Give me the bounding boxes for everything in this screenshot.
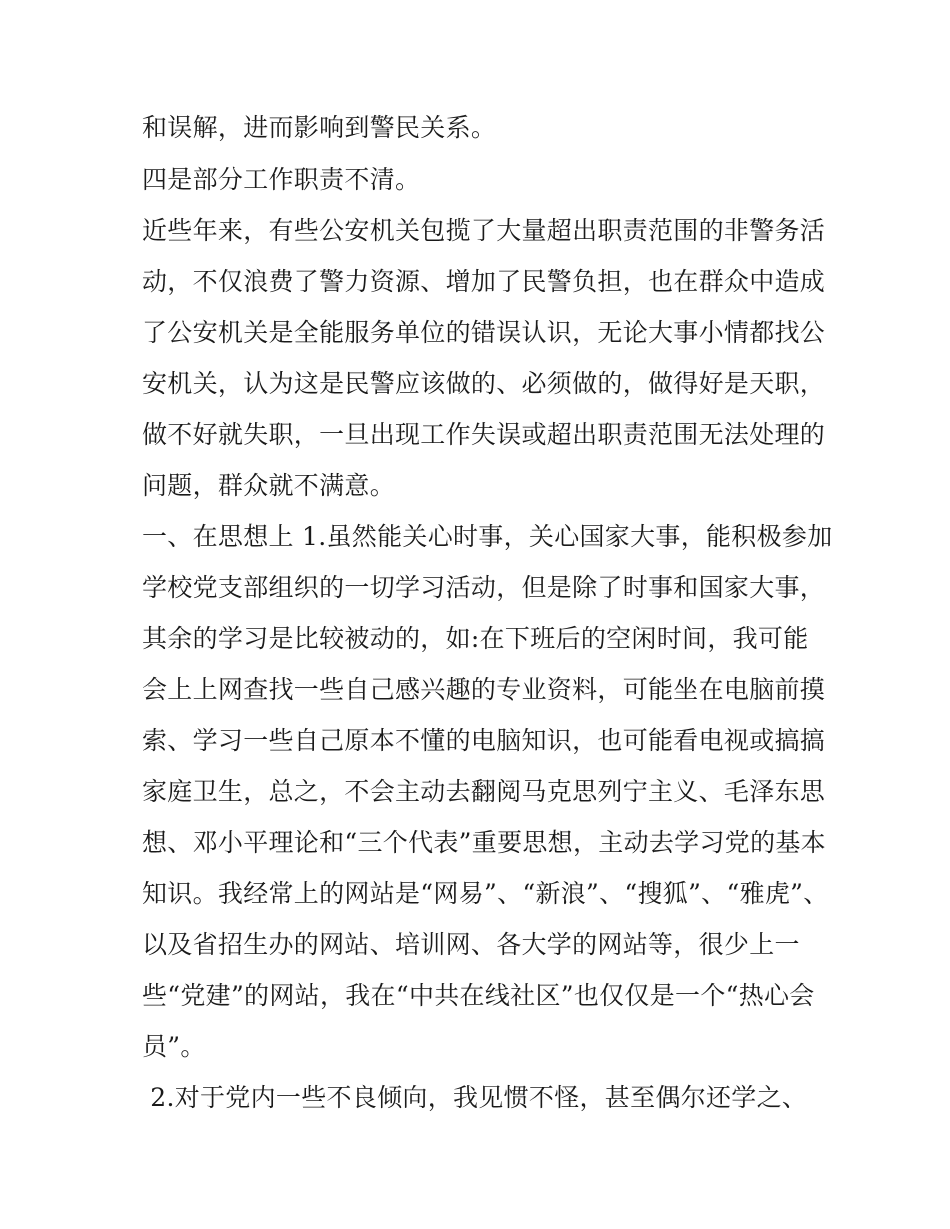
text-line: 了公安机关是全能服务单位的错误认识，无论大事小情都找公 [142, 318, 826, 347]
text-line: 近些年来，有些公安机关包揽了大量超出职责范围的非警务活 [142, 216, 826, 245]
text-line: 问题，群众就不满意。 [142, 471, 396, 500]
text-line: 做不好就失职，一旦出现工作失误或超出职责范围无法处理的 [142, 420, 826, 449]
text-line: 会上上网查找一些自己感兴趣的专业资料，可能坐在电脑前摸 [142, 675, 826, 704]
text-line: 员”。 [142, 1032, 206, 1061]
text-line: 和误解，进而影响到警民关系。 [142, 113, 497, 142]
text-line: 家庭卫生，总之，不会主动去翻阅马克思列宁主义、毛泽东思 [142, 777, 826, 806]
text-line: 一、在思想上 1.虽然能关心时事，关心国家大事，能积极参加 [142, 522, 833, 551]
text-line: 2.对于党内一些不良倾向，我见惯不怪，甚至偶尔还学之、 [142, 1083, 808, 1112]
text-line: 些“党建”的网站，我在“中共在线社区”也仅仅是一个“热心会 [142, 981, 815, 1010]
text-line: 学校党支部组织的一切学习活动，但是除了时事和国家大事， [142, 573, 826, 602]
text-line: 其余的学习是比较被动的，如:在下班后的空闲时间，我可能 [142, 624, 809, 653]
text-line: 安机关，认为这是民警应该做的、必须做的，做得好是天职， [142, 369, 826, 398]
text-line: 动，不仅浪费了警力资源、增加了民警负担，也在群众中造成 [142, 267, 826, 296]
text-line: 以及省招生办的网站、培训网、各大学的网站等，很少上一 [142, 930, 800, 959]
text-line: 想、邓小平理论和“三个代表”重要思想，主动去学习党的基本 [142, 828, 826, 857]
text-line: 索、学习一些自己原本不懂的电脑知识，也可能看电视或搞搞 [142, 726, 826, 755]
text-line: 知识。我经常上的网站是“网易”、“新浪”、“搜狐”、“雅虎”、 [142, 879, 829, 908]
text-line: 四是部分工作职责不清。 [142, 165, 421, 194]
